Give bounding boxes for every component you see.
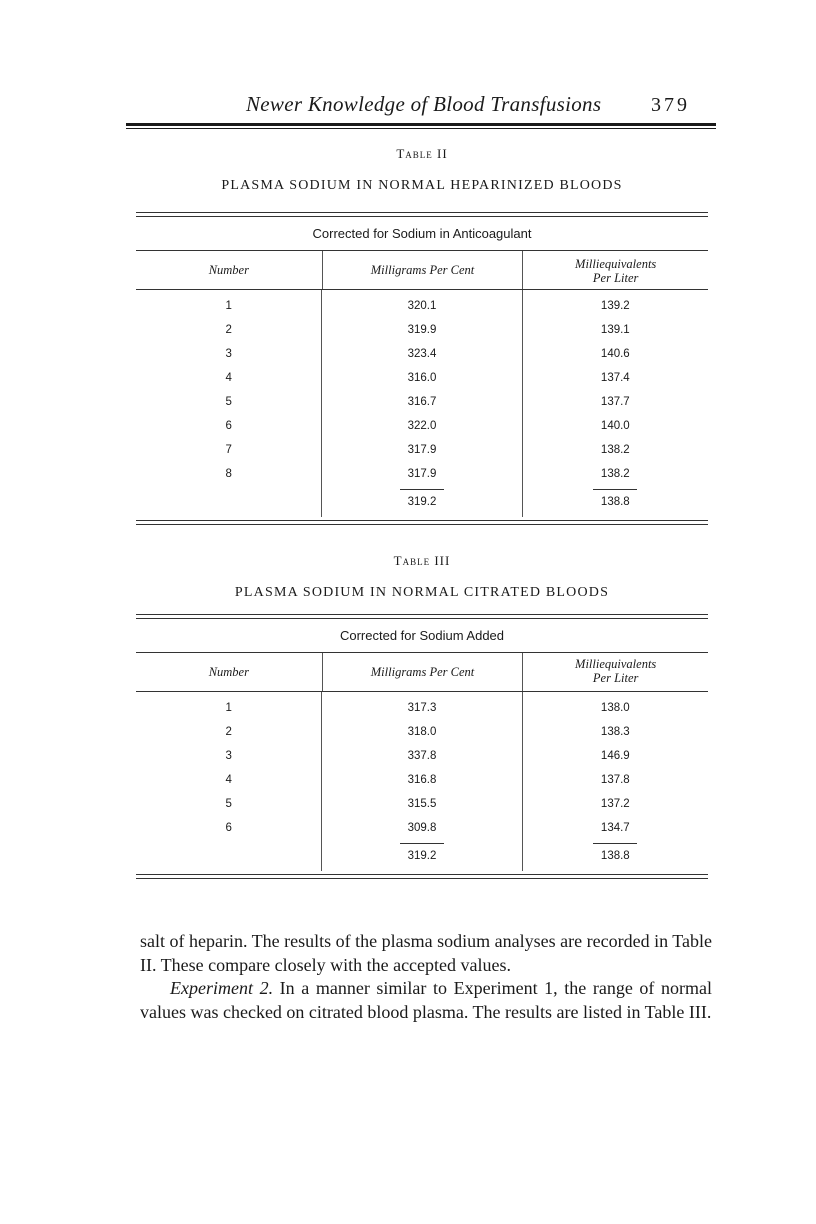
table-row-cell: 317.3 [407, 702, 437, 714]
table-row-cell: 309.8 [407, 822, 437, 834]
table-row-cell: 5 [225, 396, 232, 408]
table-row-cell: 2 [225, 324, 232, 336]
table-row-cell: 5 [225, 798, 232, 810]
table-row-cell: 316.7 [407, 396, 437, 408]
table-row-cell: 140.6 [600, 348, 630, 360]
table-row-cell: 316.0 [407, 372, 437, 384]
table-row-cell: 137.2 [600, 798, 630, 810]
table-row-cell: 319.9 [407, 324, 437, 336]
table-2-col-meq [522, 251, 708, 289]
table-row-cell: 140.0 [600, 420, 630, 432]
header-rule [126, 123, 716, 126]
table-row-cell: 6 [225, 822, 232, 834]
table-3 [136, 553, 708, 880]
table-row-cell: 317.9 [407, 468, 437, 480]
table-2-col-meq-line2: Per Liter [592, 271, 639, 285]
table-row-cell: 318.0 [407, 726, 437, 738]
table-row-cell: 323.4 [407, 348, 437, 360]
running-head [128, 92, 716, 120]
paragraph-2 [140, 977, 712, 1024]
table-row-cell: 7 [225, 444, 232, 456]
table-row-cell: 138.2 [600, 444, 630, 456]
running-title: Newer Knowledge of Blood Transfusions [246, 92, 602, 116]
table-2-label: Table II [396, 146, 448, 161]
table-2-col-number: Number [208, 263, 249, 277]
experiment-2-lead: Experiment 2. [170, 978, 274, 998]
table-3-col-meq-line2: Per Liter [592, 671, 639, 685]
table-row-cell: 317.9 [407, 444, 437, 456]
table-3-mg-column [321, 692, 521, 871]
table-row-cell: 337.8 [407, 750, 437, 762]
table-row-cell: 2 [225, 726, 232, 738]
table-row-cell: 8 [225, 468, 232, 480]
table-2-bottom-rule [136, 520, 708, 526]
table-row-cell: 6 [225, 420, 232, 432]
table-row-cell: 3 [225, 348, 232, 360]
table-2-top-rule [136, 212, 708, 218]
table-3-top-rule [136, 614, 708, 620]
table-2-title: PLASMA SODIUM IN NORMAL HEPARINIZED BLOODS [221, 178, 623, 193]
table-3-title: PLASMA SODIUM IN NORMAL CITRATED BLOODS [234, 585, 610, 600]
table-2-meq-column [522, 290, 708, 517]
table-row-cell: 137.8 [600, 774, 630, 786]
header-rule-thin [126, 128, 716, 129]
table-3-subtitle: Corrected for Sodium Added [339, 628, 505, 643]
table-2-col-meq-line1: Milliequivalents [575, 257, 657, 271]
table-2-meq-mean: 138.8 [600, 496, 630, 508]
table-3-meq-column [522, 692, 708, 871]
table-row-cell: 1 [225, 300, 232, 312]
table-2-mg-column [321, 290, 521, 517]
table-row-cell: 315.5 [407, 798, 437, 810]
table-row-cell: 137.4 [600, 372, 630, 384]
table-row-cell: 139.2 [600, 300, 630, 312]
table-3-col-meq-line1: Milliequivalents [575, 657, 657, 671]
table-row-cell: 134.7 [600, 822, 630, 834]
table-row-cell: 138.3 [600, 726, 630, 738]
table-3-number-column [136, 692, 321, 871]
table-3-meq-mean: 138.8 [600, 850, 630, 862]
paragraph-2-text: In a manner similar to Experiment 1, the range of normal values was checked on citrated blood plasma. The results are listed in Table III. [140, 978, 713, 1022]
table-3-bottom-rule [136, 874, 708, 880]
body-text [140, 930, 712, 1024]
table-row-cell: 4 [225, 774, 232, 786]
table-3-col-mg: Milligrams Per Cent [322, 653, 523, 691]
table-2-number-column [136, 290, 321, 517]
table-row-cell: 139.1 [600, 324, 630, 336]
table-row-cell: 320.1 [407, 300, 437, 312]
page-number: 379 [651, 94, 690, 116]
table-2-col-mg: Milligrams Per Cent [322, 251, 523, 289]
table-3-column-headers [136, 653, 708, 691]
table-row-cell: 4 [225, 372, 232, 384]
table-2 [136, 146, 708, 526]
table-3-mg-mean: 319.2 [407, 850, 437, 862]
table-3-body [136, 692, 708, 871]
table-row-cell: 322.0 [407, 420, 437, 432]
table-row-cell: 138.0 [600, 702, 630, 714]
table-row-cell: 146.9 [600, 750, 630, 762]
table-3-col-meq [522, 653, 708, 691]
table-3-label: Table III [393, 553, 451, 568]
paragraph-1: salt of heparin. The results of the plasma sodium analyses are recorded in Table II. These compare closely with the accepted values. [140, 931, 712, 975]
table-row-cell: 316.8 [407, 774, 437, 786]
table-row-cell: 137.7 [600, 396, 630, 408]
table-2-column-headers [136, 251, 708, 289]
table-2-subtitle: Corrected for Sodium in Anticoagulant [312, 226, 532, 241]
table-row-cell: 3 [225, 750, 232, 762]
table-2-body [136, 290, 708, 517]
table-2-mg-mean: 319.2 [407, 496, 437, 508]
table-row-cell: 138.2 [600, 468, 630, 480]
table-row-cell: 1 [225, 702, 232, 714]
table-3-col-number: Number [208, 665, 249, 679]
